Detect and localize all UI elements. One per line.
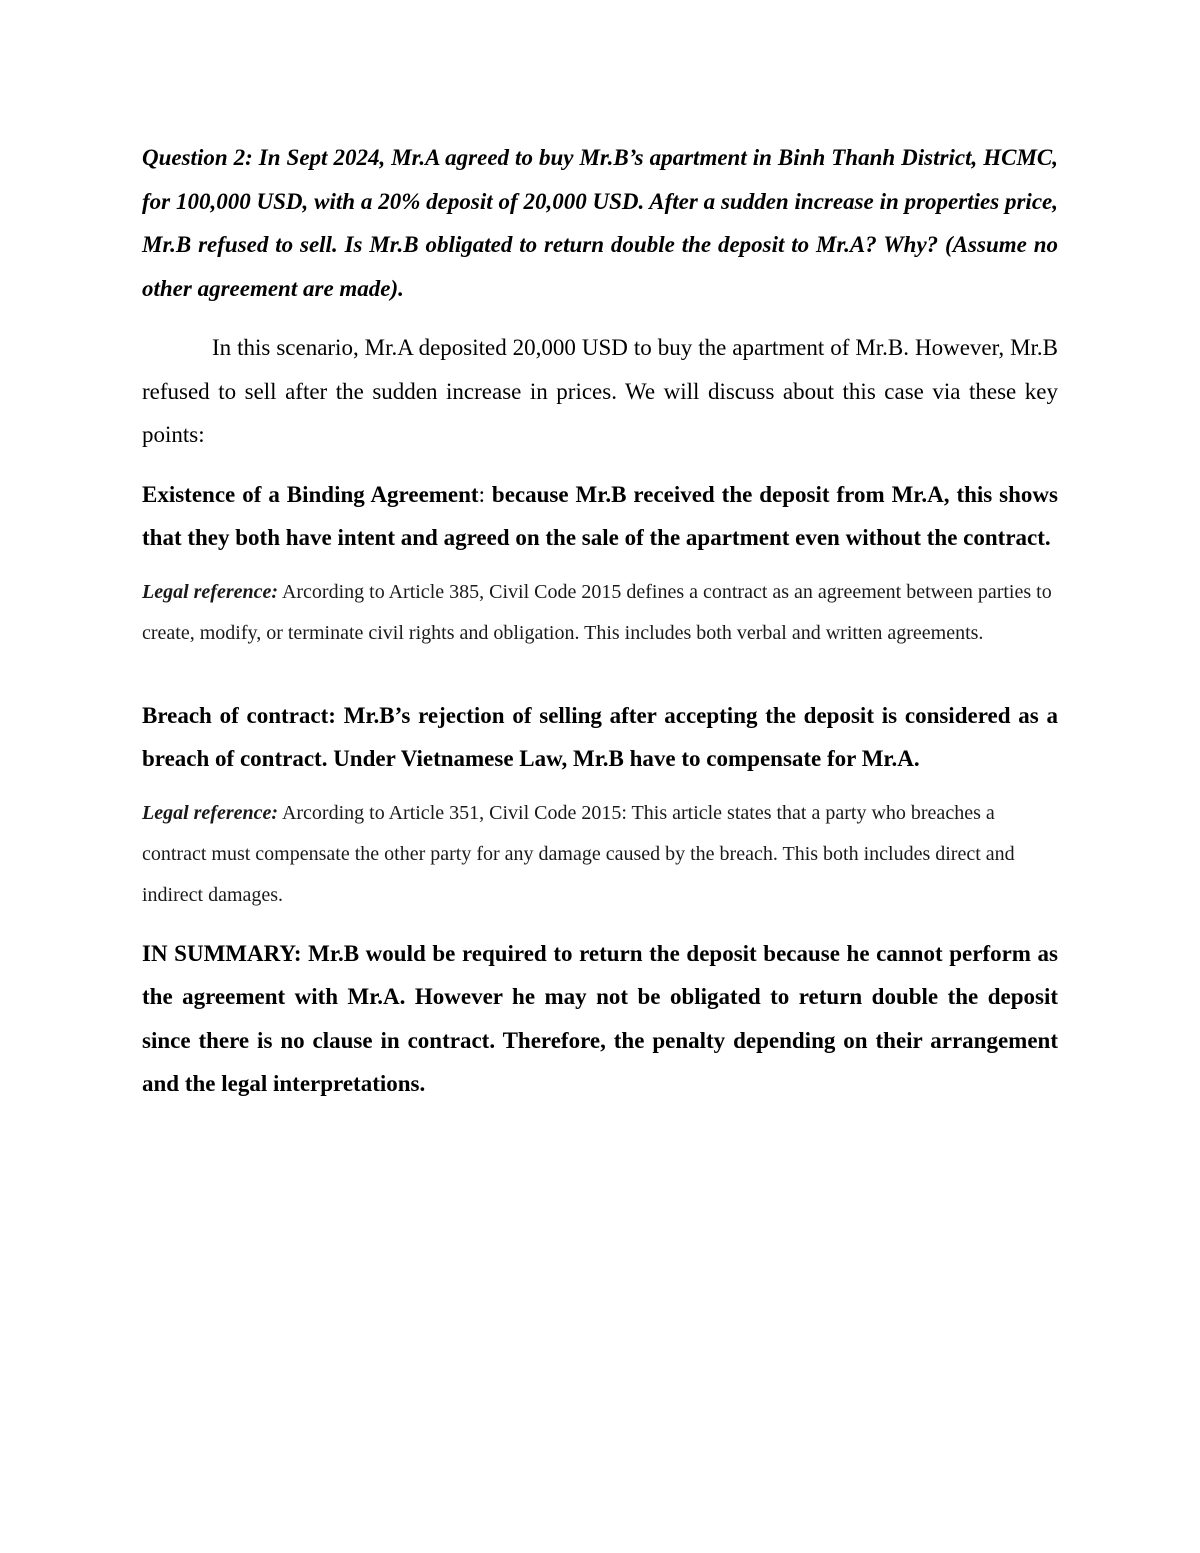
summary-body: Mr.B would be required to return the deposit because he cannot perform as the agreement with Mr.A. However he may not be obligated to return double the deposit since there is no clause in contract. Therefore, the penalty depending on their arrangement and the legal interpretations.	[142, 940, 1059, 1096]
binding-agreement-paragraph	[142, 473, 1058, 560]
breach-body: Mr.B’s rejection of selling after accepting the deposit is considered as a breach of contract. Under Vietnamese Law, Mr.B have to compensate for Mr.A.	[142, 702, 1058, 771]
document-page	[142, 136, 1058, 1106]
breach-paragraph	[142, 694, 1058, 781]
legal-reference-1	[142, 572, 1058, 654]
summary-heading: IN SUMMARY:	[142, 940, 302, 966]
breach-heading: Breach of contract:	[142, 702, 336, 728]
summary-paragraph	[142, 932, 1058, 1106]
binding-agreement-heading: Existence of a Binding Agreement	[142, 481, 479, 507]
legal-reference-2-label: Legal reference:	[142, 801, 279, 824]
legal-reference-1-text: Arcording to Article 385, Civil Code 2015 defines a contract as an agreement between parties to create, modify, or terminate civil rights and obligation. This includes both verbal and written agreements.	[142, 580, 1052, 644]
question-text: Question 2: In Sept 2024, Mr.A agreed to buy Mr.B’s apartment in Binh Thanh District, HCMC, for 100,000 USD, with a 20% deposit of 20,000 USD. After a sudden increase in properties price, Mr.B refused to sell. Is Mr.B obligated to return double the deposit to Mr.A? Why? (Assume no other agreement are made).	[142, 145, 1058, 301]
binding-agreement-body: because Mr.B received the deposit from Mr.A, this shows that they both have intent and agreed on the sale of the apartment even without the contract.	[142, 481, 1058, 550]
section-spacer	[142, 654, 1058, 678]
intro-paragraph: In this scenario, Mr.A deposited 20,000 USD to buy the apartment of Mr.B. However, Mr.B refused to sell after the sudden increase in prices. We will discuss about this case via these key points:	[142, 335, 1058, 447]
legal-reference-2-text: Arcording to Article 351, Civil Code 2015: This article states that a party who breaches a contract must compensate the other party for any damage caused by the breach. This both includes direct and indirect damages.	[142, 801, 1015, 906]
legal-reference-1-label: Legal reference:	[142, 580, 279, 603]
binding-agreement-colon: :	[478, 481, 485, 507]
legal-reference-2	[142, 793, 1058, 916]
